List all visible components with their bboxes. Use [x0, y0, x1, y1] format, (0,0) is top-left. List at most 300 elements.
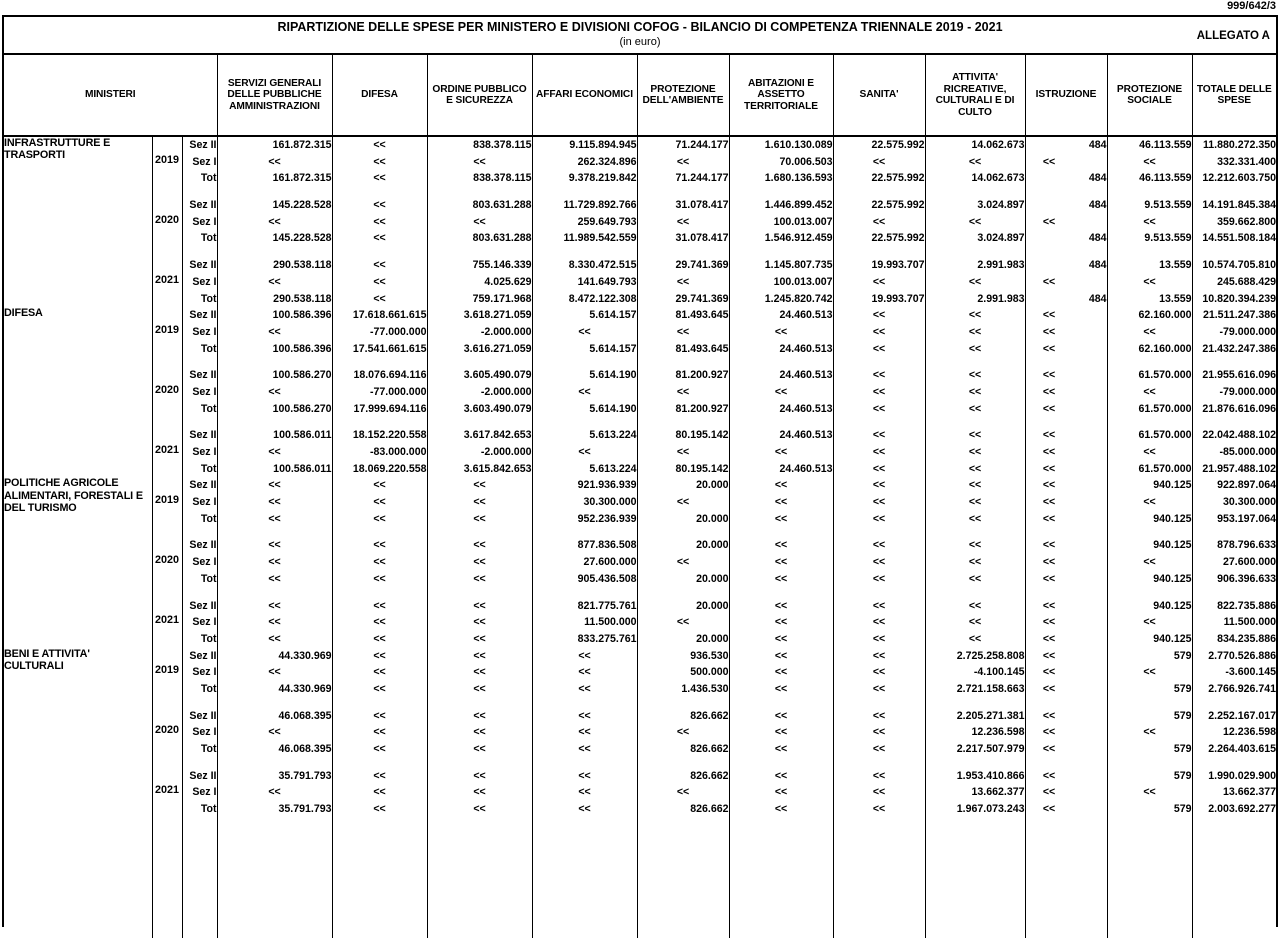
- amount-value: 100.586.270: [272, 402, 332, 415]
- value-column: [637, 136, 729, 307]
- null-value: <<: [774, 479, 788, 492]
- section-label: Sez I: [192, 786, 217, 799]
- amount-value: 22.575.992: [871, 232, 925, 245]
- amount-value: 4.025.629: [484, 275, 532, 288]
- col-header-protezione-ambiente: PROTEZIONE DELL'AMBIENTE: [637, 55, 729, 136]
- filler-cell: [1025, 818, 1107, 938]
- null-value: <<: [268, 786, 281, 799]
- null-value: <<: [872, 709, 886, 722]
- amount-value: 71.244.177: [675, 172, 729, 185]
- null-value: <<: [373, 199, 386, 212]
- section-label-column: [182, 477, 217, 647]
- amount-value: 30.300.000: [583, 496, 637, 509]
- value-column: [729, 648, 833, 818]
- year-label: 2020: [154, 724, 180, 737]
- amount-value: 10.820.394.239: [1202, 292, 1276, 305]
- amount-value: 35.791.793: [278, 769, 332, 782]
- amount-value: 3.605.490.079: [463, 369, 532, 382]
- null-value: <<: [373, 743, 386, 755]
- null-value: <<: [268, 556, 281, 569]
- value-column: [729, 307, 833, 477]
- table-frame: [2, 15, 1278, 927]
- section-label: Tot: [200, 632, 217, 645]
- null-value: <<: [774, 726, 788, 739]
- year-column: [152, 477, 182, 647]
- value-column: [1192, 307, 1276, 477]
- null-value: <<: [774, 599, 788, 612]
- null-value: <<: [373, 496, 386, 509]
- amount-value: 9.378.219.842: [568, 172, 637, 185]
- null-value: <<: [578, 803, 591, 816]
- null-value: <<: [872, 726, 886, 739]
- null-value: <<: [676, 155, 690, 168]
- amount-value: -79.000.000: [1219, 385, 1276, 398]
- amount-value: 100.013.007: [773, 275, 833, 288]
- amount-value: 20.000: [696, 539, 729, 552]
- table-header-row: [4, 55, 1276, 136]
- amount-value: 35.791.793: [278, 803, 332, 816]
- null-value: <<: [872, 496, 886, 509]
- null-value: <<: [473, 599, 486, 612]
- amount-value: 46.113.559: [1139, 139, 1192, 151]
- null-value: <<: [473, 726, 486, 739]
- amount-value: 141.649.793: [577, 275, 637, 288]
- filler-cell: [217, 818, 332, 938]
- null-value: <<: [373, 803, 386, 816]
- null-value: <<: [968, 512, 982, 525]
- amount-value: 484: [1088, 292, 1107, 305]
- null-value: <<: [373, 572, 386, 585]
- null-value: <<: [774, 803, 788, 816]
- null-value: <<: [373, 539, 386, 552]
- amount-value: 1.990.029.900: [1208, 769, 1276, 782]
- amount-value: 14.062.673: [971, 139, 1025, 151]
- value-column: [427, 136, 532, 307]
- amount-value: 3.617.842.653: [463, 429, 532, 442]
- amount-value: 5.614.157: [589, 309, 637, 322]
- null-value: <<: [1042, 215, 1056, 228]
- null-value: <<: [473, 632, 486, 645]
- section-label: Sez I: [192, 385, 217, 398]
- section-label: Tot: [200, 803, 217, 816]
- amount-value: 20.000: [696, 632, 729, 645]
- null-value: <<: [1143, 155, 1156, 168]
- amount-value: 822.735.886: [1217, 599, 1276, 612]
- null-value: <<: [1042, 429, 1056, 442]
- amount-value: 100.586.270: [272, 369, 332, 382]
- amount-value: 3.618.271.059: [463, 309, 532, 322]
- value-column: [332, 477, 427, 647]
- amount-value: 803.631.288: [472, 232, 532, 245]
- null-value: <<: [268, 599, 281, 612]
- filler-cell: [833, 818, 925, 938]
- value-column: [729, 136, 833, 307]
- amount-value: 17.541.661.615: [352, 342, 427, 355]
- amount-value: 18.152.220.558: [352, 429, 427, 442]
- value-column: [532, 136, 637, 307]
- amount-value: 2.217.507.979: [956, 743, 1025, 755]
- value-column: [332, 136, 427, 307]
- section-label: Sez II: [189, 199, 217, 212]
- amount-value: 81.200.927: [675, 369, 729, 382]
- null-value: <<: [968, 215, 982, 228]
- null-value: <<: [1042, 325, 1056, 338]
- amount-value: 3.603.490.079: [463, 402, 532, 415]
- null-value: <<: [1042, 666, 1056, 679]
- filler-cell: [1192, 818, 1276, 938]
- amount-value: 13.662.377: [971, 786, 1025, 799]
- amount-value: 22.042.488.102: [1202, 429, 1276, 442]
- amount-value: 2.264.403.615: [1208, 743, 1276, 755]
- amount-value: 27.600.000: [1222, 556, 1276, 569]
- amount-value: 936.530: [690, 649, 729, 662]
- null-value: <<: [676, 616, 690, 629]
- value-column: [1107, 648, 1192, 818]
- amount-value: 290.538.118: [273, 259, 332, 272]
- null-value: <<: [268, 539, 281, 552]
- amount-value: 1.145.807.735: [764, 259, 833, 272]
- amount-value: 11.989.542.559: [563, 232, 637, 245]
- amount-value: 755.146.339: [472, 259, 532, 272]
- null-value: <<: [872, 309, 886, 322]
- amount-value: 19.993.707: [871, 259, 925, 272]
- null-value: <<: [578, 726, 591, 739]
- amount-value: 13.559: [1159, 292, 1192, 305]
- amount-value: 46.068.395: [278, 709, 332, 722]
- null-value: <<: [473, 743, 486, 755]
- null-value: <<: [872, 429, 886, 442]
- null-value: <<: [872, 369, 886, 382]
- value-column: [1107, 477, 1192, 647]
- null-value: <<: [473, 155, 486, 168]
- value-column: [833, 477, 925, 647]
- null-value: <<: [473, 539, 486, 552]
- section-label: Sez I: [192, 556, 217, 569]
- amount-value: 12.212.603.750: [1202, 172, 1276, 185]
- null-value: <<: [473, 512, 486, 525]
- amount-value: 1.953.410.866: [956, 769, 1025, 782]
- amount-value: 11.500.000: [584, 616, 637, 629]
- null-value: <<: [968, 325, 982, 338]
- year-label: 2019: [154, 494, 180, 507]
- null-value: <<: [578, 666, 591, 679]
- null-value: <<: [373, 479, 386, 492]
- null-value: <<: [578, 743, 591, 755]
- amount-value: 61.570.000: [1138, 402, 1192, 415]
- null-value: <<: [1042, 309, 1056, 322]
- col-header-difesa: DIFESA: [332, 55, 427, 136]
- null-value: <<: [1042, 539, 1056, 552]
- section-label: Sez I: [192, 155, 217, 168]
- null-value: <<: [774, 512, 788, 525]
- ministry-block: [4, 307, 1276, 477]
- null-value: <<: [774, 385, 788, 398]
- amount-value: 29.741.369: [675, 259, 729, 272]
- amount-value: 20.000: [696, 599, 729, 612]
- amount-value: 2.003.692.277: [1208, 803, 1276, 816]
- amount-value: 27.600.000: [583, 556, 637, 569]
- amount-value: 953.197.064: [1217, 512, 1276, 525]
- amount-value: 100.586.011: [273, 429, 332, 442]
- allegato-label: ALLEGATO A: [1196, 30, 1270, 42]
- null-value: <<: [872, 666, 886, 679]
- null-value: <<: [1042, 496, 1056, 509]
- amount-value: 24.460.513: [779, 309, 833, 322]
- null-value: <<: [1042, 649, 1056, 662]
- null-value: <<: [1042, 632, 1056, 645]
- amount-value: 22.575.992: [871, 139, 925, 151]
- null-value: <<: [268, 512, 281, 525]
- col-header-attivita-ricreative: ATTIVITA' RICREATIVE, CULTURALI E DI CULTO: [925, 55, 1025, 136]
- null-value: <<: [578, 786, 591, 799]
- null-value: <<: [774, 786, 788, 799]
- amount-value: 922.897.064: [1217, 479, 1276, 492]
- value-column: [1192, 477, 1276, 647]
- null-value: <<: [1042, 402, 1056, 415]
- amount-value: 18.076.694.116: [353, 369, 427, 382]
- ministry-name: BENI E ATTIVITA' CULTURALI: [4, 648, 152, 818]
- amount-value: 500.000: [690, 666, 729, 679]
- amount-value: 1.446.899.452: [764, 199, 833, 212]
- null-value: <<: [968, 155, 982, 168]
- null-value: <<: [1143, 496, 1156, 509]
- amount-value: 3.616.271.059: [463, 342, 532, 355]
- null-value: <<: [1143, 556, 1156, 569]
- null-value: <<: [1042, 572, 1056, 585]
- null-value: <<: [373, 232, 386, 245]
- amount-value: 259.649.793: [577, 215, 637, 228]
- null-value: <<: [872, 462, 886, 475]
- amount-value: 826.662: [690, 803, 729, 816]
- null-value: <<: [473, 479, 486, 492]
- amount-value: 2.991.983: [977, 292, 1025, 305]
- section-label: Sez II: [189, 599, 217, 612]
- amount-value: 11.729.892.766: [563, 199, 637, 212]
- amount-value: 1.546.912.459: [764, 232, 833, 245]
- amount-value: 826.662: [690, 709, 729, 722]
- null-value: <<: [968, 402, 982, 415]
- null-value: <<: [1042, 616, 1056, 629]
- filler-cell: [332, 818, 427, 938]
- amount-value: 100.013.007: [773, 215, 833, 228]
- amount-value: 838.378.115: [473, 139, 532, 151]
- amount-value: 484: [1088, 199, 1107, 212]
- value-column: [637, 307, 729, 477]
- null-value: <<: [968, 556, 982, 569]
- amount-value: 5.614.157: [589, 342, 637, 355]
- amount-value: 31.078.417: [675, 199, 729, 212]
- filler-cell: [427, 818, 532, 938]
- null-value: <<: [373, 666, 386, 679]
- amount-value: -85.000.000: [1219, 446, 1276, 458]
- amount-value: 2.252.167.017: [1208, 709, 1276, 722]
- amount-value: 952.236.939: [577, 512, 637, 525]
- value-column: [332, 648, 427, 818]
- null-value: <<: [872, 446, 886, 458]
- amount-value: 24.460.513: [779, 429, 833, 442]
- null-value: <<: [968, 496, 982, 509]
- page-subtitle: (in euro): [619, 36, 661, 48]
- amount-value: 5.614.190: [589, 402, 637, 415]
- amount-value: -2.000.000: [480, 446, 532, 458]
- null-value: <<: [1143, 786, 1156, 799]
- amount-value: 100.586.396: [272, 342, 332, 355]
- ministry-block: [4, 477, 1276, 647]
- year-label: 2021: [154, 784, 180, 797]
- ministry-block: [4, 648, 1276, 818]
- amount-value: 71.244.177: [675, 139, 729, 151]
- null-value: <<: [1042, 599, 1056, 612]
- amount-value: 940.125: [1153, 539, 1192, 552]
- null-value: <<: [473, 803, 486, 816]
- year-column: [152, 648, 182, 818]
- null-value: <<: [373, 215, 386, 228]
- ministry-name: INFRASTRUTTURE E TRASPORTI: [4, 136, 152, 307]
- null-value: <<: [268, 726, 281, 739]
- null-value: <<: [774, 769, 788, 782]
- amount-value: 940.125: [1153, 512, 1192, 525]
- amount-value: 245.688.429: [1217, 275, 1276, 288]
- value-column: [1025, 307, 1107, 477]
- section-label: Tot: [200, 572, 217, 585]
- page-code: 999/642/3: [1227, 0, 1276, 12]
- section-label: Sez II: [189, 369, 217, 382]
- section-label-column: [182, 648, 217, 818]
- amount-value: 484: [1088, 139, 1107, 151]
- null-value: <<: [968, 369, 982, 382]
- null-value: <<: [676, 275, 690, 288]
- amount-value: 20.000: [696, 512, 729, 525]
- value-column: [1025, 136, 1107, 307]
- amount-value: 2.205.271.381: [956, 709, 1025, 722]
- amount-value: 100.586.396: [272, 309, 332, 322]
- null-value: <<: [872, 632, 886, 645]
- null-value: <<: [872, 649, 886, 662]
- col-header-protezione-sociale: PROTEZIONE SOCIALE: [1107, 55, 1192, 136]
- null-value: <<: [268, 666, 281, 679]
- null-value: <<: [373, 726, 386, 739]
- col-header-istruzione: ISTRUZIONE: [1025, 55, 1107, 136]
- null-value: <<: [1042, 155, 1056, 168]
- amount-value: 2.766.926.741: [1208, 682, 1276, 695]
- null-value: <<: [1143, 385, 1156, 398]
- amount-value: 803.631.288: [472, 199, 532, 212]
- section-label-column: [182, 136, 217, 307]
- null-value: <<: [968, 446, 982, 458]
- null-value: <<: [1143, 215, 1156, 228]
- null-value: <<: [872, 616, 886, 629]
- null-value: <<: [676, 556, 690, 569]
- amount-value: 3.615.842.653: [463, 462, 532, 475]
- null-value: <<: [676, 325, 690, 338]
- null-value: <<: [676, 215, 690, 228]
- year-label: 2019: [154, 153, 180, 166]
- amount-value: 61.570.000: [1138, 369, 1192, 382]
- amount-value: 17.999.694.116: [353, 402, 427, 415]
- amount-value: -2.000.000: [480, 385, 532, 398]
- amount-value: 5.614.190: [589, 369, 637, 382]
- null-value: <<: [872, 155, 886, 168]
- amount-value: 579: [1173, 769, 1192, 782]
- null-value: <<: [578, 709, 591, 722]
- null-value: <<: [968, 342, 982, 355]
- null-value: <<: [373, 632, 386, 645]
- null-value: <<: [774, 325, 788, 338]
- section-label: Sez II: [189, 539, 217, 552]
- null-value: <<: [473, 496, 486, 509]
- null-value: <<: [676, 726, 690, 739]
- amount-value: -4.100.145: [973, 666, 1025, 679]
- value-column: [925, 477, 1025, 647]
- amount-value: 838.378.115: [473, 172, 532, 185]
- value-column: [532, 307, 637, 477]
- amount-value: 12.236.598: [971, 726, 1025, 739]
- amount-value: 14.551.508.184: [1202, 232, 1276, 245]
- amount-value: 46.068.395: [278, 743, 332, 755]
- amount-value: 921.936.939: [577, 479, 637, 492]
- null-value: <<: [968, 429, 982, 442]
- section-label: Sez II: [189, 479, 217, 492]
- amount-value: 905.436.508: [577, 572, 637, 585]
- filler-cell: [637, 818, 729, 938]
- amount-value: 61.570.000: [1138, 462, 1192, 475]
- amount-value: 9.513.559: [1144, 199, 1192, 212]
- null-value: <<: [1042, 462, 1056, 475]
- null-value: <<: [578, 649, 591, 662]
- null-value: <<: [872, 512, 886, 525]
- value-column: [1025, 477, 1107, 647]
- amount-value: 81.493.645: [675, 342, 729, 355]
- year-label: 2019: [154, 323, 180, 336]
- col-header-abitazioni: ABITAZIONI E ASSETTO TERRITORIALE: [729, 55, 833, 136]
- amount-value: 145.228.528: [272, 199, 332, 212]
- null-value: <<: [373, 139, 386, 151]
- null-value: <<: [1042, 512, 1056, 525]
- null-value: <<: [373, 786, 386, 799]
- null-value: <<: [268, 275, 281, 288]
- null-value: <<: [774, 556, 788, 569]
- amount-value: 1.610.130.089: [764, 139, 833, 151]
- null-value: <<: [1042, 709, 1056, 722]
- amount-value: 24.460.513: [779, 462, 833, 475]
- null-value: <<: [373, 599, 386, 612]
- null-value: <<: [872, 275, 886, 288]
- filler-cell: [182, 818, 217, 938]
- null-value: <<: [872, 402, 886, 415]
- amount-value: 1.967.073.243: [956, 803, 1025, 816]
- amount-value: 22.575.992: [871, 199, 925, 212]
- amount-value: 1.680.136.593: [764, 172, 833, 185]
- null-value: <<: [473, 666, 486, 679]
- amount-value: 17.618.661.615: [352, 309, 427, 322]
- null-value: <<: [473, 682, 486, 695]
- null-value: <<: [373, 616, 386, 629]
- value-column: [833, 136, 925, 307]
- null-value: <<: [872, 786, 886, 799]
- null-value: <<: [268, 155, 281, 168]
- null-value: <<: [1042, 803, 1056, 816]
- col-header-totale-spese: TOTALE DELLE SPESE: [1192, 55, 1276, 136]
- section-label: Tot: [200, 342, 217, 355]
- amount-value: 20.000: [696, 572, 729, 585]
- null-value: <<: [774, 682, 788, 695]
- year-label: 2020: [154, 554, 180, 567]
- amount-value: 14.191.845.384: [1202, 199, 1276, 212]
- null-value: <<: [676, 786, 690, 799]
- null-value: <<: [578, 682, 591, 695]
- amount-value: 484: [1088, 232, 1107, 245]
- null-value: <<: [1143, 616, 1156, 629]
